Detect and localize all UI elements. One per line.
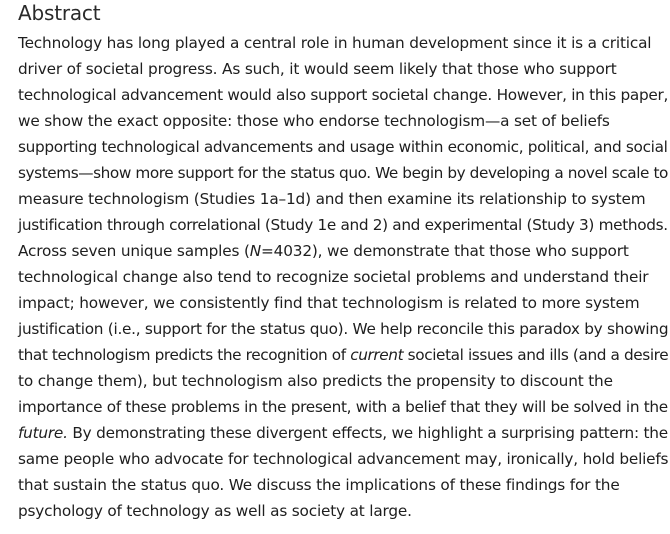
abstract-line-text: societal issues and ills (and a desire (403, 346, 669, 364)
abstract-line-text: that sustain the status quo. We discuss the implications of these findings for the (18, 476, 620, 494)
abstract-line-text: By demonstrating these divergent effects, we highlight a surprising pattern: the (67, 424, 668, 442)
abstract-line-text: systems—show more support for the status quo. We begin by developing a novel scale to (18, 164, 668, 182)
abstract-line (18, 472, 670, 498)
abstract-line-text: same people who advocate for technological advancement may, ironically, hold beliefs (18, 450, 669, 468)
abstract-line (18, 30, 670, 56)
abstract-heading: Abstract (18, 1, 101, 25)
abstract-line-text: we show the exact opposite: those who endorse technologism—a set of beliefs (18, 112, 610, 130)
abstract-line (18, 316, 670, 342)
abstract-line-text: supporting technological advancements and usage within economic, political, and social (18, 138, 668, 156)
abstract-line (18, 446, 670, 472)
abstract-line (18, 498, 670, 524)
abstract-line-text: to change them), but technologism also predicts the propensity to discount the (18, 372, 613, 390)
abstract-line-text: measure technologism (Studies 1a–1d) and then examine its relationship to system (18, 190, 646, 208)
abstract-line (18, 82, 670, 108)
abstract-line (18, 56, 670, 82)
abstract-line (18, 420, 670, 446)
abstract-line-text: driver of societal progress. As such, it would seem likely that those who support (18, 60, 617, 78)
abstract-line-text: =4032), we demonstrate that those who support (261, 242, 629, 260)
abstract-line-text: justification through correlational (Study 1e and 2) and experimental (Study 3) methods. (18, 216, 668, 234)
abstract-line (18, 290, 670, 316)
abstract-italic-text: future. (18, 424, 68, 442)
abstract-line-text: justification (i.e., support for the status quo). We help reconcile this paradox by showing (18, 320, 669, 338)
abstract-line (18, 368, 670, 394)
abstract-line-text: that technologism predicts the recognition of (18, 346, 351, 364)
abstract-line (18, 186, 670, 212)
abstract-line (18, 134, 670, 160)
abstract-line (18, 212, 670, 238)
abstract-line-text: psychology of technology as well as society at large. (18, 502, 412, 520)
abstract-line-text: Across seven unique samples ( (18, 242, 250, 260)
abstract-line-text: technological advancement would also support societal change. However, in this paper, (18, 86, 669, 104)
abstract-line (18, 160, 670, 186)
abstract-line-text: technological change also tend to recognize societal problems and understand their (18, 268, 649, 286)
abstract-italic-text: current (350, 346, 404, 364)
abstract-section (18, 0, 670, 524)
abstract-line-text: impact; however, we consistently find that technologism is related to more system (18, 294, 640, 312)
abstract-italic-text: N (249, 242, 262, 260)
abstract-line (18, 264, 670, 290)
abstract-line (18, 238, 670, 264)
abstract-line (18, 108, 670, 134)
abstract-line (18, 342, 670, 368)
abstract-line-text: Technology has long played a central role in human development since it is a critical (18, 34, 652, 52)
abstract-line-text: importance of these problems in the present, with a belief that they will be solved in the (18, 398, 668, 416)
abstract-body (18, 30, 670, 524)
abstract-line (18, 394, 670, 420)
